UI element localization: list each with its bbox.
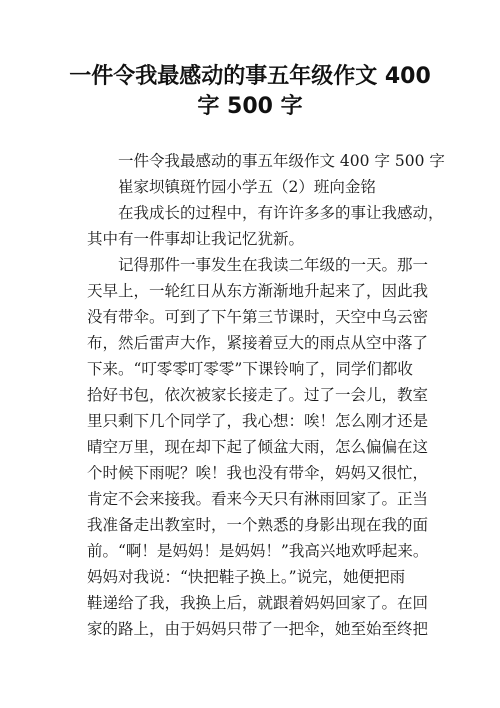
title-line-2: 字 500 字 — [197, 94, 303, 119]
body-line: 我准备走出教室时，一个熟悉的身影出现在我的面 — [87, 516, 429, 534]
body-line: 里只剩下几个同学了，我心想：唉！怎么刚才还是 — [87, 412, 429, 430]
body-line: 其中有一件事却让我记忆犹新。 — [87, 230, 305, 248]
body-line: 前。“啊！是妈妈！是妈妈！”我高兴地欢呼起来。 — [87, 542, 429, 560]
body-line: 布，然后雷声大作，紧接着豆大的雨点从空中落了 — [87, 334, 429, 352]
body-line: 晴空万里，现在却下起了倾盆大雨，怎么偏偏在这 — [87, 438, 429, 456]
body-line: 记得那件一事发生在我读二年级的一天。那一 — [118, 256, 429, 274]
title-line-1: 一件令我最感动的事五年级作文 400 — [69, 64, 431, 89]
body-line: 一件令我最感动的事五年级作文 400 字 500 字 — [118, 152, 445, 170]
body-line: 个时候下雨呢？唉！我也没有带伞，妈妈又很忙， — [87, 464, 429, 482]
body-line: 下来。“叮零零叮零零”下课铃响了，同学们都收 — [87, 360, 413, 378]
body-line: 鞋递给了我，我换上后，就跟着妈妈回家了。在回 — [87, 594, 429, 612]
body-line: 天早上，一轮红日从东方渐渐地升起来了，因此我 — [87, 282, 429, 300]
body-line: 崔家坝镇斑竹园小学五（2）班向金铭 — [118, 178, 376, 196]
document-title — [40, 62, 460, 122]
body-line: 肯定不会来接我。看来今天只有淋雨回家了。正当 — [87, 490, 429, 508]
document-body — [87, 148, 445, 642]
body-line: 没有带伞。可到了下午第三节课时，天空中乌云密 — [87, 308, 429, 326]
body-line: 妈妈对我说：“快把鞋子换上。”说完，她便把雨 — [87, 568, 406, 586]
body-line: 拾好书包，依次被家长接走了。过了一会儿，教室 — [87, 386, 429, 404]
body-line: 在我成长的过程中，有许许多多的事让我感动， — [118, 204, 444, 222]
body-line: 家的路上，由于妈妈只带了一把伞，她至始至终把 — [87, 620, 429, 638]
